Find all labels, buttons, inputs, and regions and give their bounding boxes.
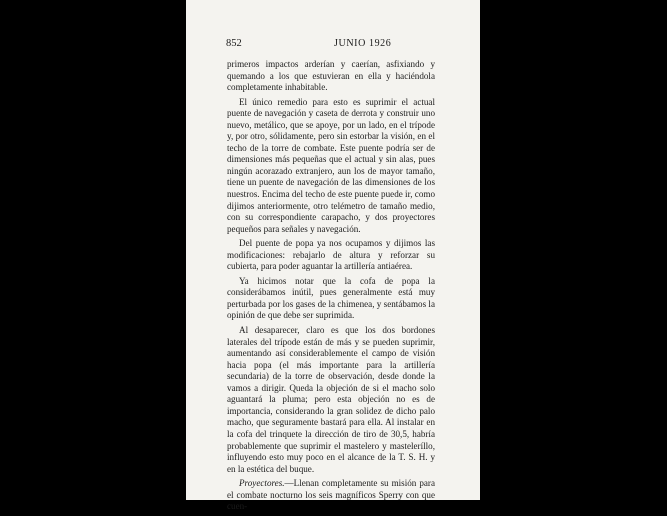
- document-page: [186, 0, 480, 512]
- paragraph-1: primeros impactos arderían y caerían, asfixiando y quemando a los que estuvieran en ella y haciéndola completamente inhabitable.: [227, 59, 435, 93]
- running-title: JUNIO 1926: [334, 38, 392, 49]
- paragraph-4: Ya hicimos notar que la cofa de popa la considerábamos inútil, pues generalmente está muy perturbada por los gases de la chimenea, y sentábamos la opinión de que debe ser suprimida.: [227, 275, 435, 321]
- section-heading-proyectores: Proyectores.: [239, 478, 285, 489]
- paragraph-5: Al desaparecer, claro es que los dos bordones laterales del trípode están de más y se pueden suprimir, aumentando así considerablemente el campo de visión hacia popa (el más importante para la artillería secundaria) de la torre de observación, desde donde la vamos a dirigir. Queda la objeción de si el macho solo aguantará la pluma; pero esta objeción no es de importancia, considerando la gran solidez de dicho palo macho, que seguramente bastará para ella. Al instalar en la cofa del trinquete la dirección de tiro de 30,5, habría probablemente que suprimir el mastelero y masteleríllo, influyendo esto muy poco en el alcance de la T. S. H. y en la estética del buque.: [227, 325, 435, 474]
- paragraph-3: Del puente de popa ya nos ocupamos y dijimos las modificaciones: rebajarlo de altura y reforzar su cubierta, para poder aguantar la artillería antiaérea.: [227, 238, 435, 272]
- running-header: [186, 38, 480, 52]
- paragraph-2: El único remedio para esto es suprimir el actual puente de navegación y caseta de derrota y construir uno nuevo, metálico, que se apoye, por un lado, en el trípode y, por otro, sólidamente, pero sin estorbar la visión, en el techo de la torre de combate. Este puente podría ser de dimensiones más pequeñas que el actual y sin alas, pues ningún acorazado extranjero, aun los de mayor tamaño, tiene un puente de navegación de las dimensiones de los nuestros. Encima del techo de este puente puede ir, como dijimos anteriormente, otro telémetro de tamaño medio, con su correspondiente carapacho, y dos proyectores pequeños para señales y navegación.: [227, 96, 435, 234]
- page-number: 852: [226, 38, 242, 49]
- body-text: [227, 59, 435, 516]
- paragraph-6: [227, 478, 435, 513]
- paragraph-6-text: —Llenan completamente su misión para el combate nocturno los seis magníficos Sperry con que cuen-: [227, 478, 435, 512]
